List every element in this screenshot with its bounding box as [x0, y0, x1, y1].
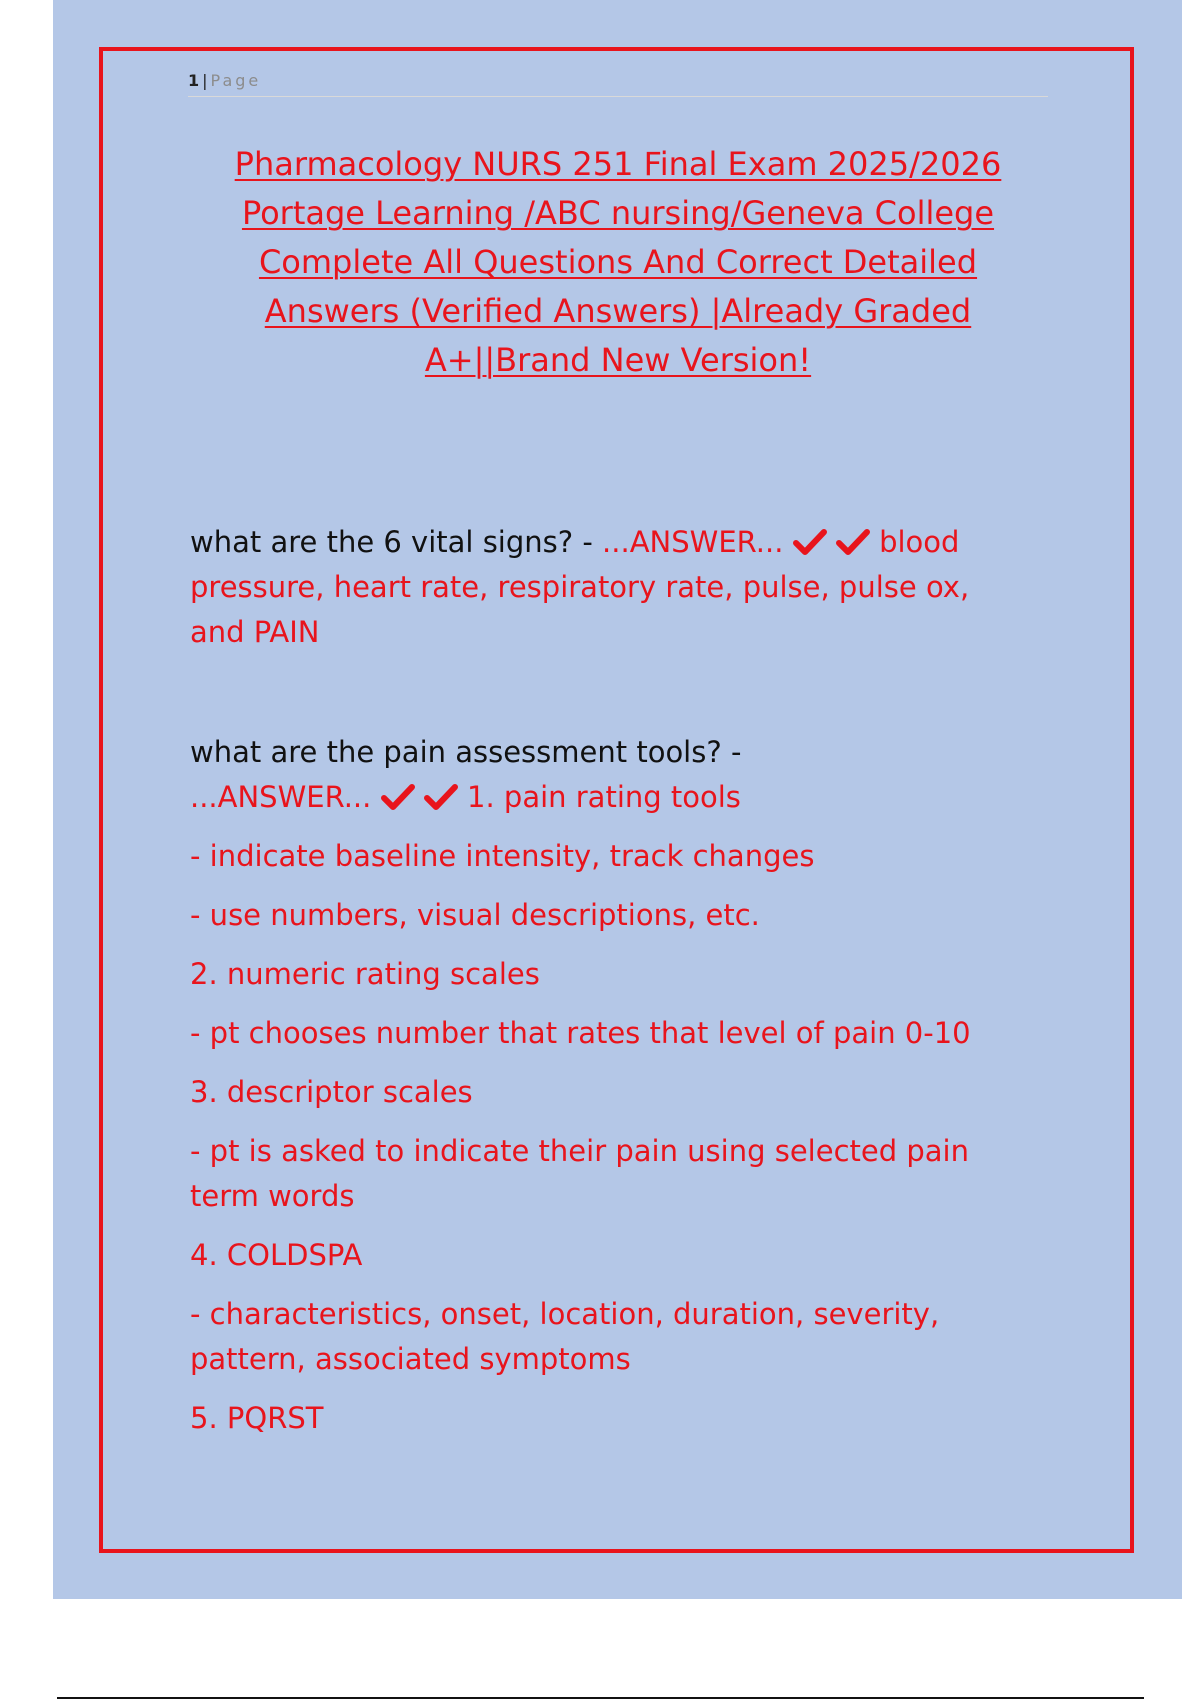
question-block-pain-tools [190, 730, 1030, 1455]
page-label: Page [210, 71, 262, 90]
document-title [188, 140, 1048, 385]
answer-line: 5. PQRST [190, 1401, 324, 1435]
bottom-rule [57, 1697, 1144, 1699]
question-text: what are the pain assessment tools? - [190, 735, 742, 769]
title-line: Complete All Questions And Correct Detailed [258, 243, 978, 281]
answer-line: 2. numeric rating scales [190, 957, 540, 991]
answer-text-start: blood [879, 525, 960, 559]
question-text: what are the 6 vital signs? - [190, 525, 593, 559]
checkmark-icon [836, 528, 870, 556]
answer-line: - use numbers, visual descriptions, etc. [190, 898, 760, 932]
checkmark-icon [424, 783, 458, 811]
checkmark-icon [793, 528, 827, 556]
answer-text-start: 1. pain rating tools [467, 780, 741, 814]
page-number: 1 [188, 71, 200, 90]
qa-paragraph [190, 520, 1030, 655]
answer-line: 3. descriptor scales [190, 1075, 473, 1109]
question-block-vital-signs [190, 520, 1030, 655]
title-line: Answers (Verified Answers) |Already Graded [264, 292, 972, 330]
answer-line: - pt is asked to indicate their pain using selected pain term words [190, 1134, 969, 1213]
page-header-separator: | [202, 71, 208, 90]
answer-line: - indicate baseline intensity, track changes [190, 839, 815, 873]
answer-line: - characteristics, onset, location, duration, severity, pattern, associated symptoms [190, 1297, 940, 1376]
answer-text: pressure, heart rate, respiratory rate, pulse, pulse ox, and PAIN [190, 570, 970, 649]
answer-marker: ...ANSWER... [190, 780, 372, 814]
checkmark-icon [381, 783, 415, 811]
answer-line: 4. COLDSPA [190, 1238, 363, 1272]
page-header [188, 68, 1048, 97]
title-line: A+||Brand New Version! [424, 341, 812, 379]
title-line: Pharmacology NURS 251 Final Exam 2025/2026 [234, 145, 1002, 183]
answer-first-line [190, 775, 1030, 820]
title-line: Portage Learning /ABC nursing/Geneva College [241, 194, 995, 232]
answer-marker: ...ANSWER... [602, 525, 784, 559]
answer-line: - pt chooses number that rates that level of pain 0-10 [190, 1016, 971, 1050]
